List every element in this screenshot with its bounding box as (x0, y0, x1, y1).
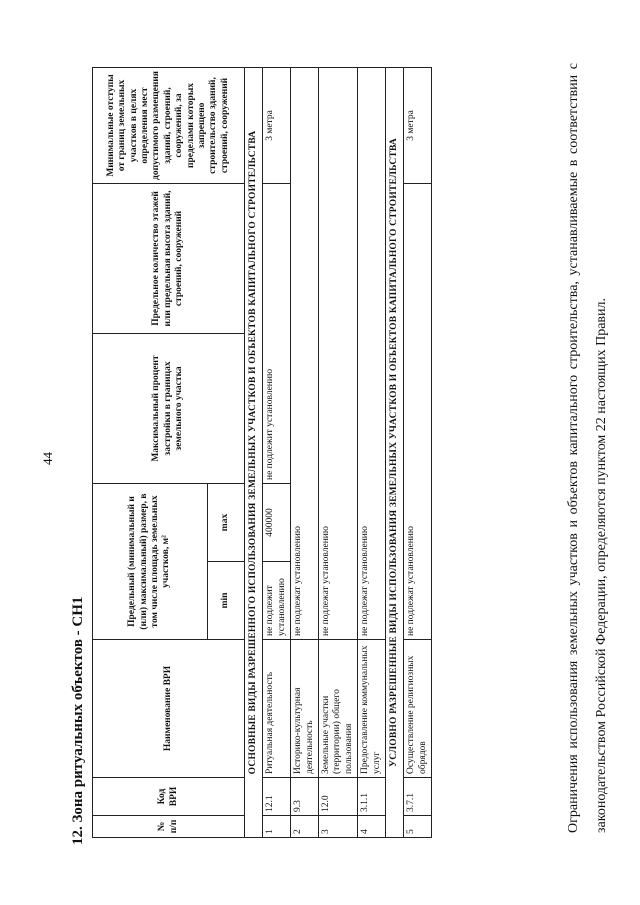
section-main-title: ОСНОВНЫЕ ВИДЫ РАЗРЕШЕННОГО ИСПОЛЬЗОВАНИЯ ЗЕМЕЛЬНЫХ УЧАСТКОВ И ОБЪЕКТОВ КАПИТАЛЬНОГО СТРОИТЕЛЬСТВА (245, 68, 263, 838)
table-row (263, 68, 291, 838)
row-area-max: 400000 (263, 484, 291, 562)
row-area-min: не подлежит установлению (263, 562, 291, 640)
row-code: 3.7.1 (404, 778, 432, 816)
row-num: 2 (291, 816, 319, 838)
row-percent-floors: не подлежит установлению (263, 184, 291, 484)
row-code: 3.1.1 (358, 778, 386, 816)
row-merged-value: не подлежат установлению (404, 184, 432, 640)
row-code: 9.3 (291, 778, 319, 816)
col-area-header: Предельный (минимальный и (или) максимальный) размер, в том числе площадь земельных участков, м² (93, 484, 208, 640)
row-num: 1 (263, 816, 291, 838)
row-name: Осуществление религиозных обрядов (404, 640, 432, 778)
table-row (291, 68, 319, 838)
row-code: 12.1 (263, 778, 291, 816)
section-row-main (245, 68, 263, 838)
regulations-table (92, 67, 432, 838)
col-num-header: № п/п (93, 816, 245, 838)
col-min-header: min (208, 562, 245, 640)
col-percent-header: Максимальный процент застройки в границах земельного участка (93, 334, 245, 484)
row-merged-value: не подлежат установлению (358, 68, 386, 640)
row-setback: 3 метра (263, 68, 291, 184)
footer-note: Ограничения использования земельных участков и объектов капитального строительства, устанавливаемые в соответствии с законодательством Российской Федерации, определяются пунктом 22 настоящих Правил. (566, 63, 609, 833)
row-num: 5 (404, 816, 432, 838)
row-merged-value: не подлежат установлению (318, 68, 357, 640)
section-row-conditional (385, 68, 403, 838)
col-floors-header: Предельное количество этажей или предельная высота зданий, строений, сооружений (93, 184, 245, 334)
col-code-header: Код ВРИ (93, 778, 245, 816)
section-conditional-title: УСЛОВНО РАЗРЕШЕННЫЕ ВИДЫ ИСПОЛЬЗОВАНИЯ ЗЕМЕЛЬНЫХ УЧАСТКОВ И ОБЪЕКТОВ КАПИТАЛЬНОГО СТРОИТЕЛЬСТВА (385, 68, 403, 838)
page-title: 12. Зона ритуальных объектов - СН1 (70, 596, 86, 845)
col-setback-header: Минимальные отступы от границ земельных участков в целях определения мест допустимого размещения зданий, строений, сооружений, за пределами которых запрещено строительство зданий, строений, сооружений (93, 68, 245, 184)
row-name: Ритуальная деятельность (263, 640, 291, 778)
row-setback: 3 метра (404, 68, 432, 184)
row-name: Предоставление коммунальных услуг (358, 640, 386, 778)
table-row (404, 68, 432, 838)
page-number: 44 (40, 452, 55, 465)
row-name: Историко-культурная деятельность (291, 640, 319, 778)
row-num: 4 (358, 816, 386, 838)
col-max-header: max (208, 484, 245, 562)
header-row (93, 68, 208, 838)
row-merged-value: не подлежат установлению (291, 68, 319, 640)
table-row (358, 68, 386, 838)
row-name: Земельные участки (территории) общего пользования (318, 640, 357, 778)
row-code: 12.0 (318, 778, 357, 816)
col-name-header: Наименование ВРИ (93, 640, 245, 778)
row-num: 3 (318, 816, 357, 838)
table-row (318, 68, 357, 838)
